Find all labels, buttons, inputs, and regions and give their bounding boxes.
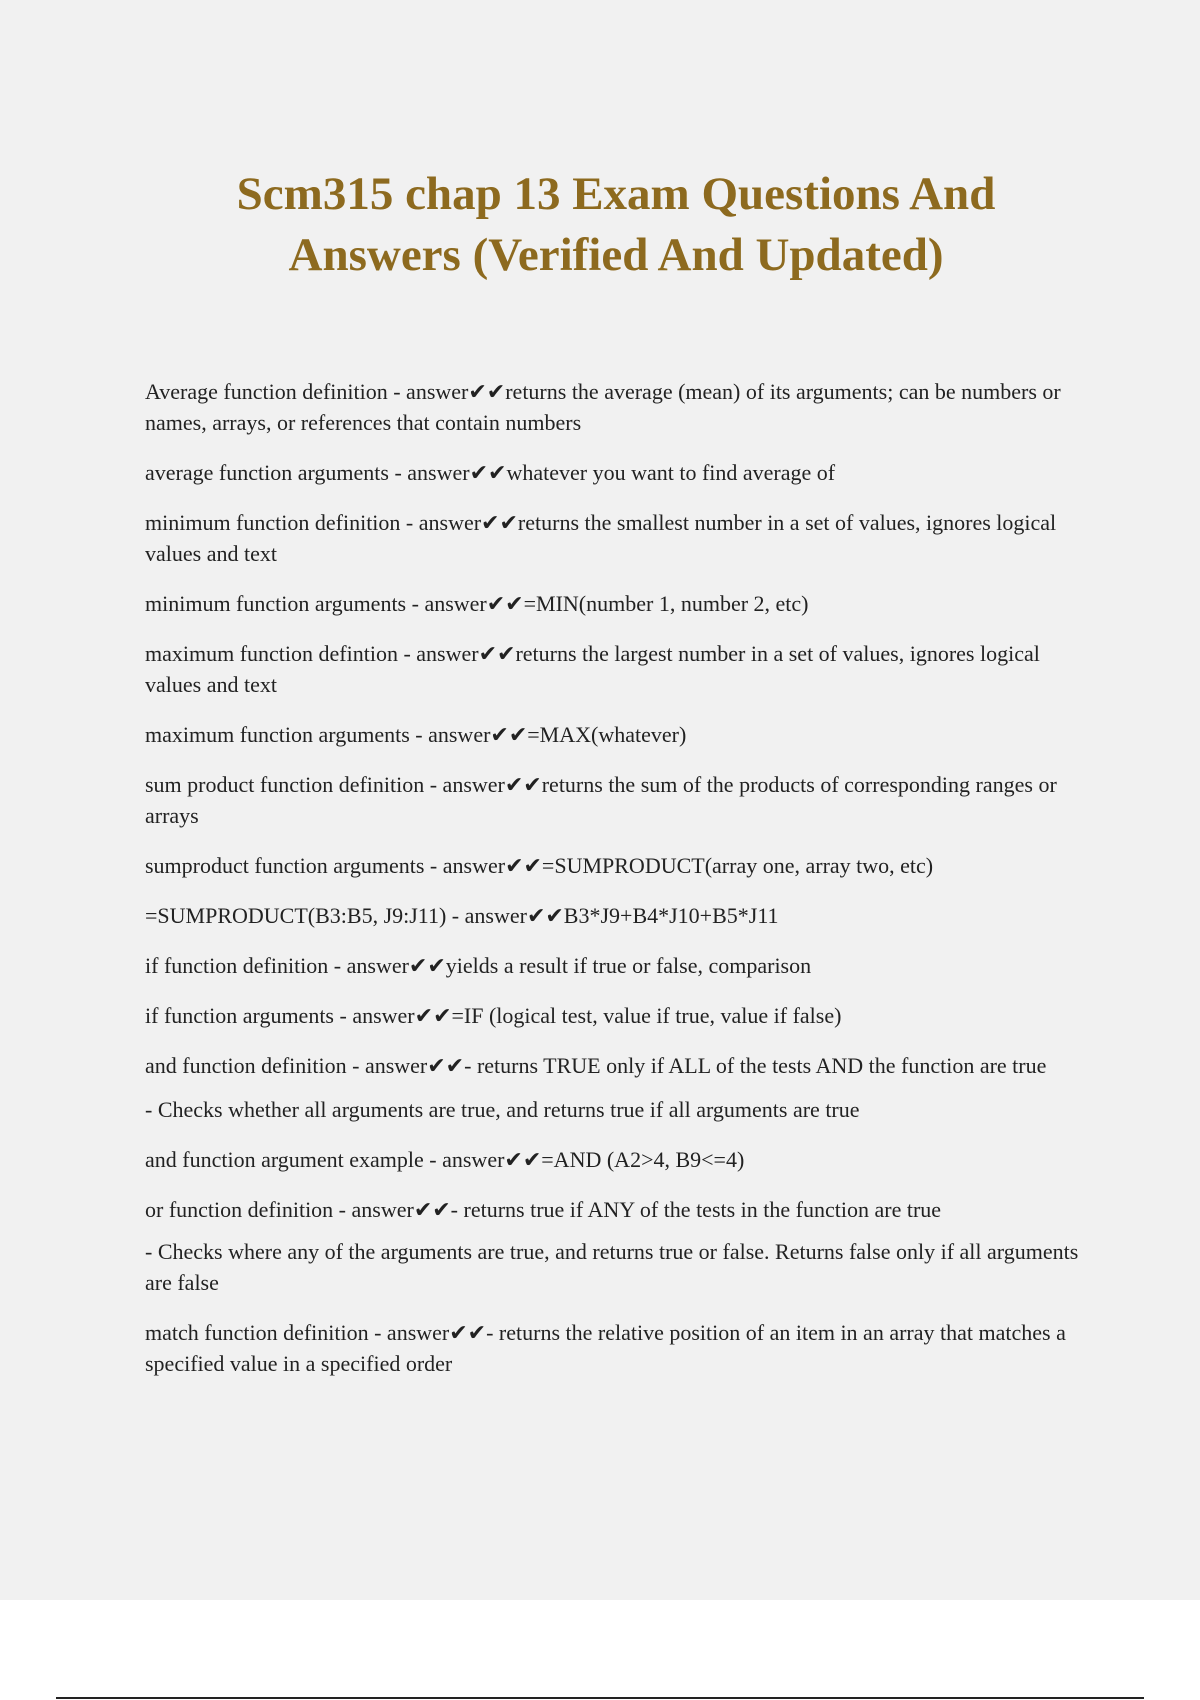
qa-entry: and function definition - answer✔✔- returns TRUE only if ALL of the tests AND the function are true [145,1053,1047,1078]
qa-entry: minimum function definition - answer✔✔returns the smallest number in a set of values, ignores logical values and text [145,510,1057,566]
qa-entry: if function definition - answer✔✔yields a result if true or false, comparison [145,953,812,978]
qa-entry: sumproduct function arguments - answer✔✔=SUMPRODUCT(array one, array two, etc) [145,853,934,878]
qa-entry: match function definition - answer✔✔- returns the relative position of an item in an array that matches a specified value in a specified order [145,1320,1066,1376]
qa-entry: =SUMPRODUCT(B3:B5, J9:J11) - answer✔✔B3*J9+B4*J10+B5*J11 [145,903,779,928]
qa-entry: average function arguments - answer✔✔whatever you want to find average of [145,460,836,485]
qa-entry: or function definition - answer✔✔- returns true if ANY of the tests in the function are true [145,1197,942,1222]
title-line-1: Scm315 chap 13 Exam Questions And [236,168,996,220]
qa-entry: sum product function definition - answer✔✔returns the sum of the products of corresponding ranges or arrays [145,772,1057,828]
qa-list [145,376,1080,1398]
qa-entry: maximum function defintion - answer✔✔returns the largest number in a set of values, ignores logical values and text [145,641,1040,697]
title-line-2: Answers (Verified And Updated) [288,229,944,281]
qa-entry: Average function definition - answer✔✔returns the average (mean) of its arguments; can be numbers or names, arrays, or references that contain numbers [145,379,1061,435]
footer-divider [56,1697,1144,1699]
document-title [0,164,1200,286]
qa-entry-note: - Checks where any of the arguments are true, and returns true or false. Returns false only if all arguments are false [145,1239,1079,1295]
qa-entry: maximum function arguments - answer✔✔=MAX(whatever) [145,722,687,747]
qa-entry: minimum function arguments - answer✔✔=MIN(number 1, number 2, etc) [145,591,809,616]
qa-entry: and function argument example - answer✔✔=AND (A2>4, B9<=4) [145,1147,745,1172]
qa-entry: if function arguments - answer✔✔=IF (logical test, value if true, value if false) [145,1003,842,1028]
qa-entry-note: - Checks whether all arguments are true, and returns true if all arguments are true [145,1097,860,1122]
